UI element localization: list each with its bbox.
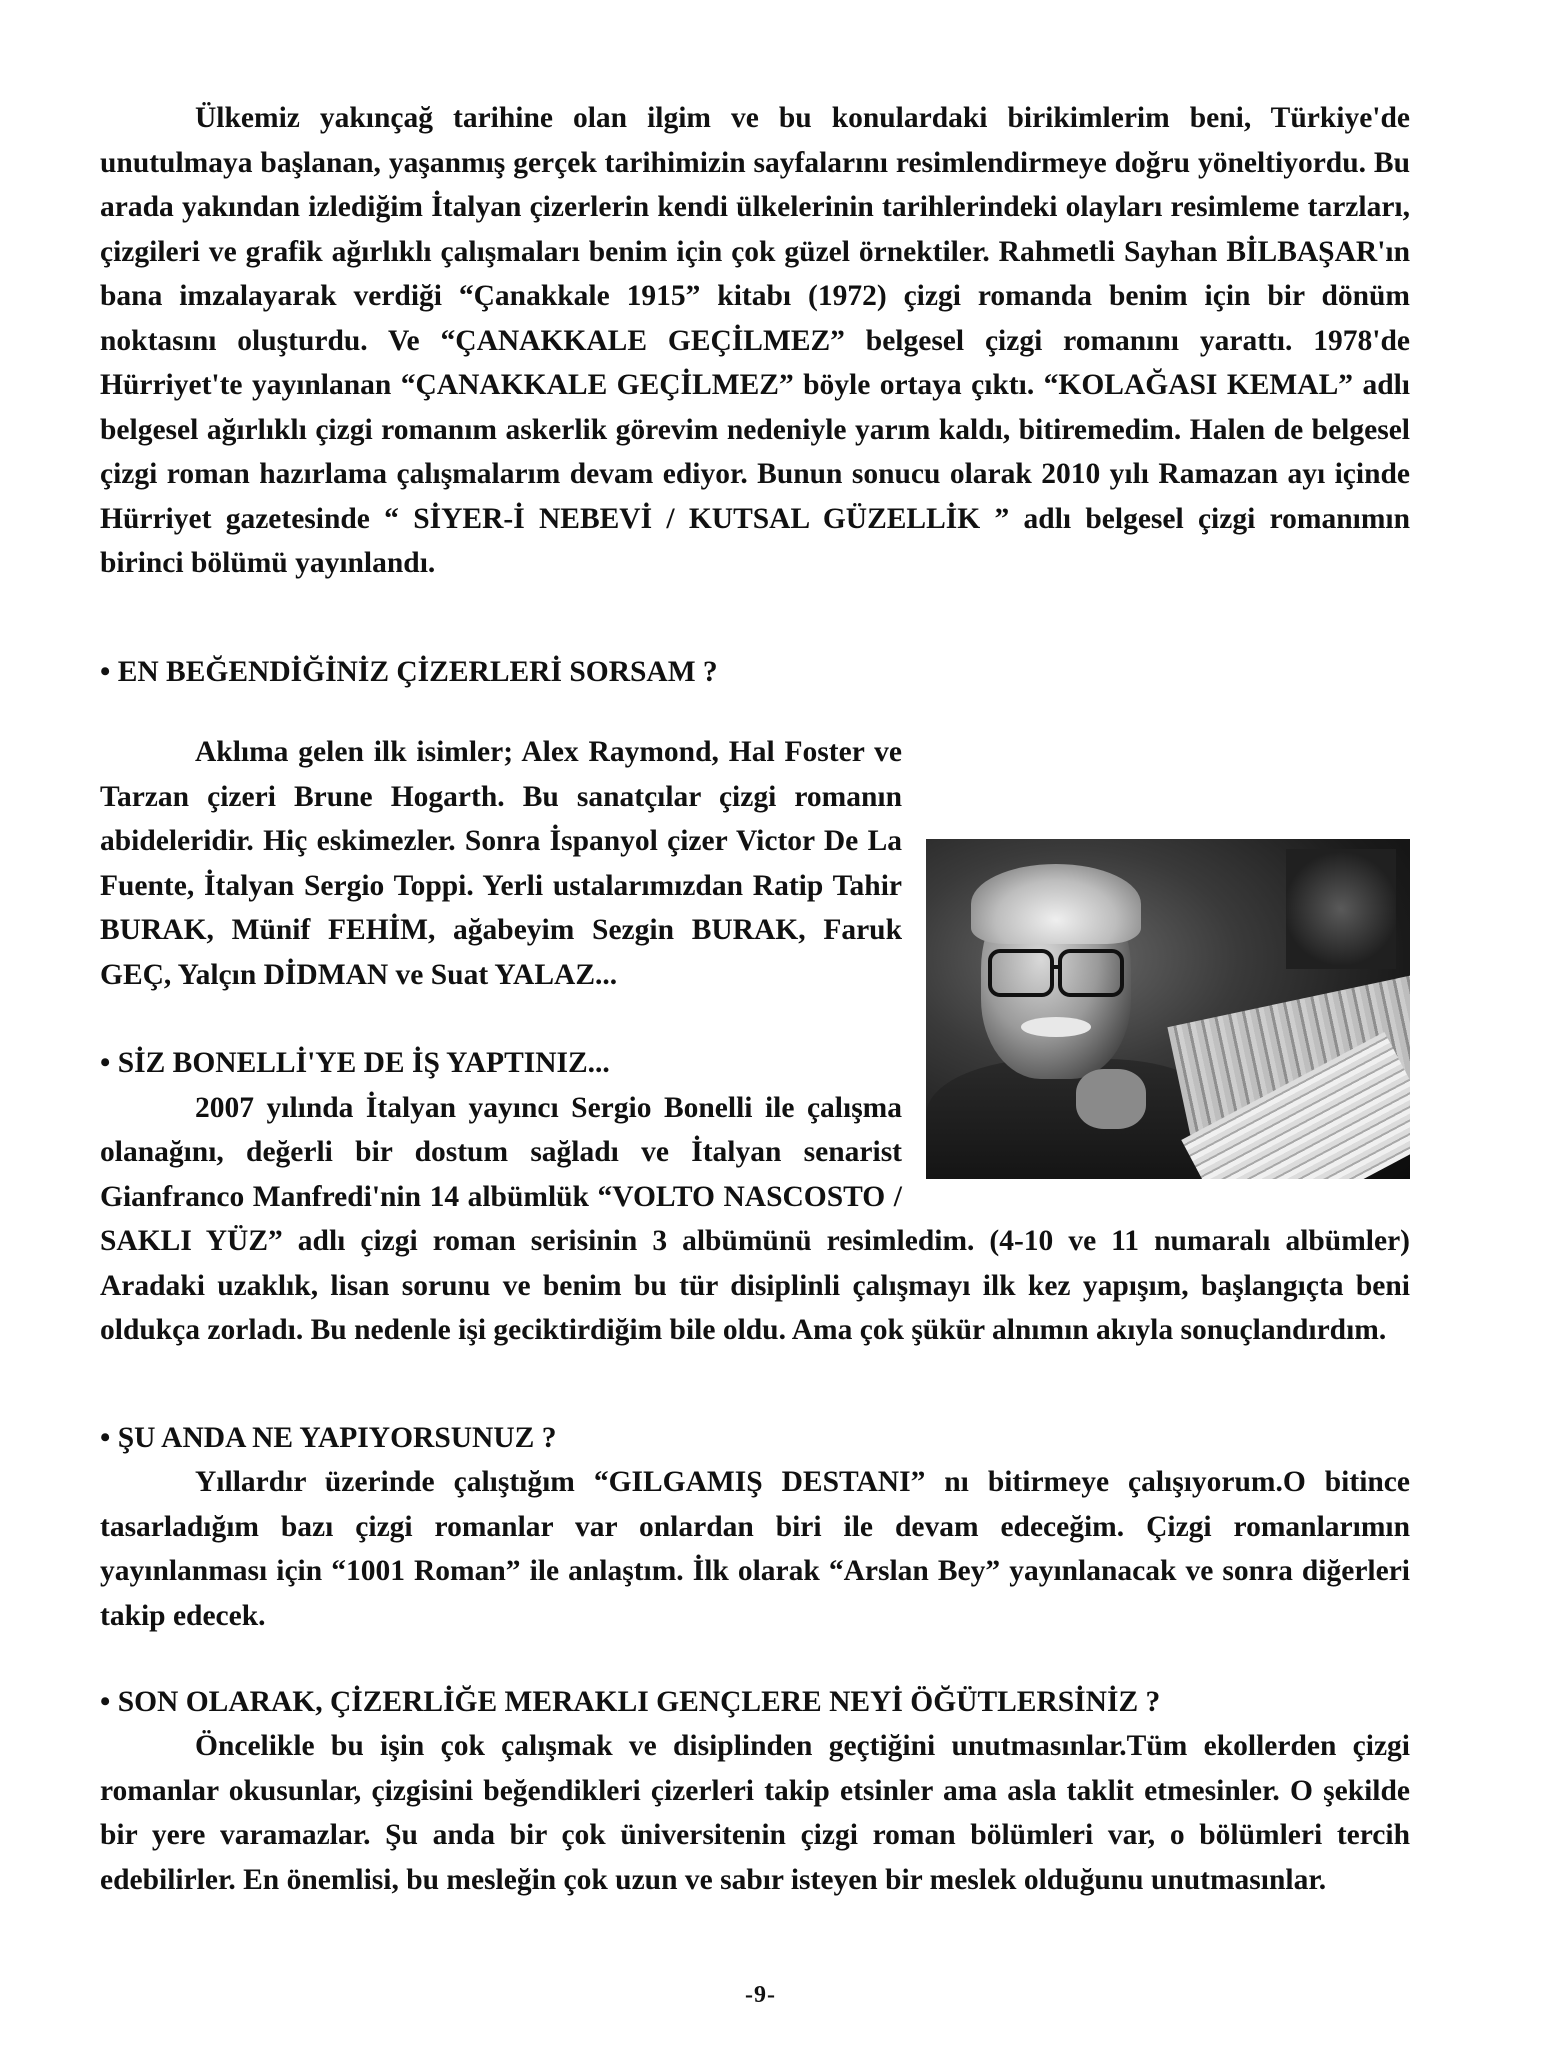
photo-glasses-right <box>1058 949 1124 997</box>
photo-mustache-shape <box>1021 1017 1091 1037</box>
answer-current-work: Yıllardır üzerinde çalıştığım “GILGAMIŞ DESTANI” nı bitirmeye çalışıyorum.O bitince tasarladığım bazı çizgi romanlar var onlardan biri ile devam edeceğim. Çizgi romanlarımın yayınlanması için “1001 Roman” ile anlaştım. İlk olarak “Arslan Bey” yayınlanacak ve sonra diğerleri takip edecek. <box>100 1466 1410 1632</box>
question-heading-favorite-artists: • EN BEĞENDİĞİNİZ ÇİZERLERİ SORSAM ? <box>100 656 718 688</box>
photo-hand-shape <box>1076 1069 1146 1129</box>
artist-photo <box>926 839 1410 1179</box>
wrapped-text-section <box>100 730 1410 1353</box>
answer-bonelli: 2007 yılında İtalyan yayıncı Sergio Bonelli ile çalışma olanağını, değerli bir dostum sağladı ve İtalyan senarist Gianfranco Manfredi'nin 14 albümlük “VOLTO NASCOSTO / SAKLI YÜZ” adlı çizgi roman serisinin 3 albümünü resimledim. (4-10 ve 11 numaralı albümler) Aradaki uzaklık, lisan sorunu ve benim bu tür disiplinli çalışmayı ilk kez yapışım, başlangıçta beni oldukça zorladı. Bu nedenle işi geciktirdiğim bile oldu. Ama çok şükür alnımın akıyla sonuçlandırdım. <box>100 1091 1410 1346</box>
question-heading-advice: • SON OLARAK, ÇİZERLİĞE MERAKLI GENÇLERE NEYİ ÖĞÜTLERSİNİZ ? <box>100 1686 1161 1718</box>
question-heading-bonelli: • SİZ BONELLİ'YE DE İŞ YAPTINIZ... <box>100 1047 610 1079</box>
answer-advice: Öncelikle bu işin çok çalışmak ve disiplinden geçtiğini unutmasınlar.Tüm ekollerden çizgi romanlar okusunlar, çizgisini beğendikleri çizerleri takip etsinler ama asla taklit etmesinler. O şekilde bir yere varamazlar. Şu anda bir çok üniversitenin çizgi roman bölümleri var, o bölümleri tercih edebilirler. En önemlisi, bu mesleğin çok uzun ve sabır isteyen bir meslek olduğunu unutmasınlar. <box>100 1730 1410 1896</box>
photo-lamp-shape <box>1286 849 1396 969</box>
photo-hair-shape <box>971 864 1141 944</box>
answer-favorite-artists: Aklıma gelen ilk isimler; Alex Raymond, Hal Foster ve Tarzan çizeri Brune Hogarth. Bu sanatçılar çizgi romanın abideleridir. Hiç eskimezler. Sonra İspanyol çizer Victor De La Fuente, İtalyan Sergio Toppi. Yerli ustalarımızdan Ratip Tahir BURAK, Münif FEHİM, ağabeyim Sezgin BURAK, Faruk GEÇ, Yalçın DİDMAN ve Suat YALAZ... <box>100 736 902 991</box>
page-number: -9- <box>745 1982 776 2008</box>
question-heading-current-work: • ŞU ANDA NE YAPIYORSUNUZ ? <box>100 1422 557 1454</box>
intro-paragraph: Ülkemiz yakınçağ tarihine olan ilgim ve bu konulardaki birikimlerim beni, Türkiye'de unutulmaya başlanan, yaşanmış gerçek tarihimizin sayfalarını resimlendirmeye doğru yöneltiyordu. Bu arada yakından izlediğim İtalyan çizerlerin kendi ülkelerinin tarihlerindeki olayları resimleme tarzları, çizgileri ve grafik ağırlıklı çalışmaları benim için çok güzel örnektiler. Rahmetli Sayhan BİLBAŞAR'ın bana imzalayarak verdiği “Çanakkale 1915” kitabı (1972) çizgi romanda benim için bir dönüm noktasını oluşturdu. Ve “ÇANAKKALE GEÇİLMEZ” belgesel çizgi romanını yarattı. 1978'de Hürriyet'te yayınlanan “ÇANAKKALE GEÇİLMEZ” böyle ortaya çıktı. “KOLAĞASI KEMAL” adlı belgesel ağırlıklı çizgi romanım askerlik görevim nedeniyle yarım kaldı, bitiremedim. Halen de belgesel çizgi roman hazırlama çalışmalarım devam ediyor. Bunun sonucu olarak 2010 yılı Ramazan ayı içinde Hürriyet gazetesinde “ SİYER-İ NEBEVİ / KUTSAL GÜZELLİK ” adlı belgesel çizgi romanımın birinci bölümü yayınlandı. <box>100 102 1410 579</box>
photo-glasses-bridge <box>1050 965 1062 969</box>
photo-glasses-left <box>988 949 1054 997</box>
